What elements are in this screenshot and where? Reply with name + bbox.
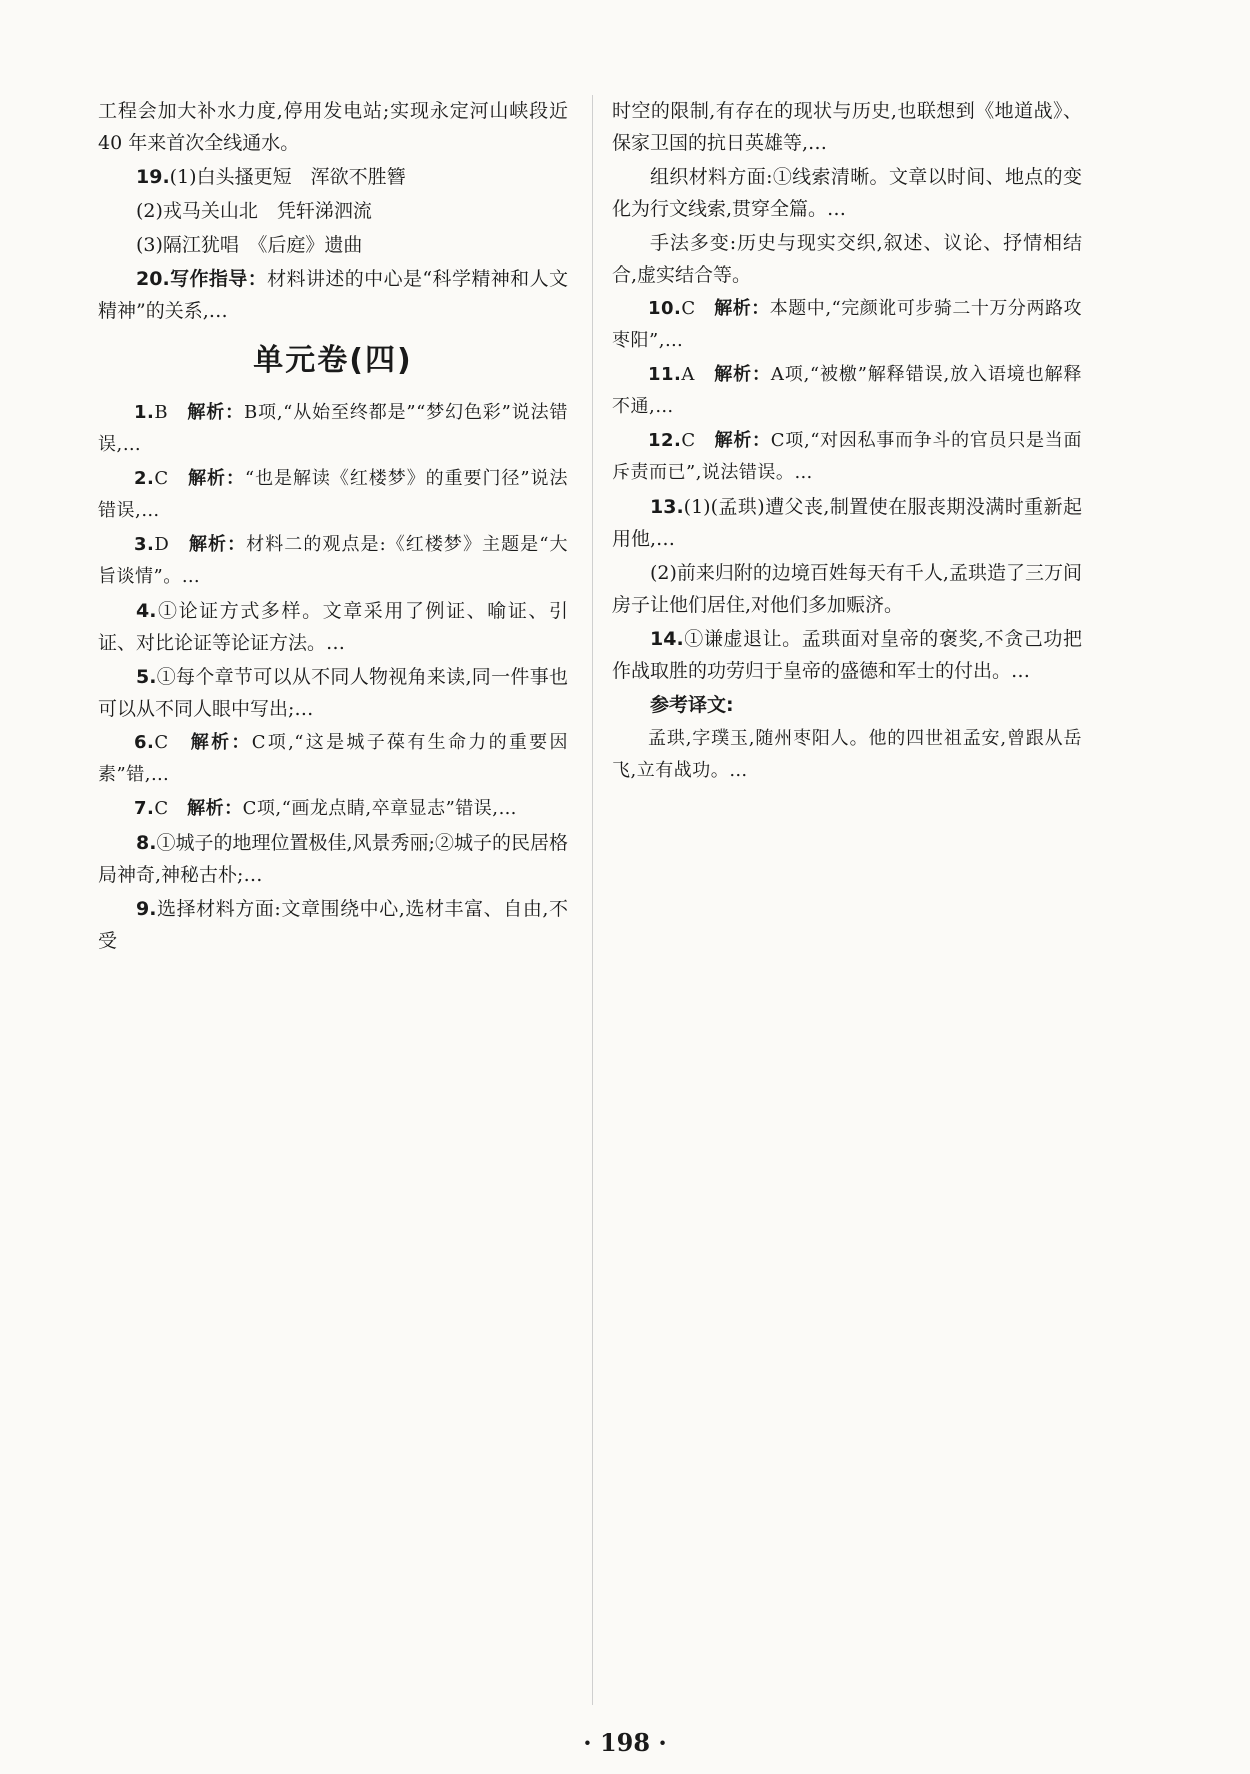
reference-title: 参考译文: <box>650 694 734 716</box>
left-column <box>98 95 568 959</box>
answer-19-3: (3)隔江犹唱 《后庭》遗曲 <box>136 234 363 256</box>
answer-9: 9.选择材料方面:文章围绕中心,选材丰富、自由,不受 <box>98 898 568 952</box>
column-divider <box>592 95 593 1705</box>
answer-11: 11.A 解析：A项,“被檄”解释错误,放入语境也解释不通,… <box>612 364 1082 417</box>
answer-13-2: (2)前来归附的边境百姓每天有千人,孟珙造了三万间房子让他们居住,对他们多加赈济。 <box>612 562 1082 616</box>
paragraph: 工程会加大补水力度,停用发电站;实现永定河山峡段近 40 年来首次全线通水。 <box>98 100 568 154</box>
answer-20: 20.写作指导：材料讲述的中心是“科学精神和人文精神”的关系,… <box>98 268 568 322</box>
answer-5: 5.①每个章节可以从不同人物视角来读,同一件事也可以从不同人眼中写出;… <box>98 666 568 720</box>
answer-3: 3.D 解析：材料二的观点是:《红楼梦》主题是“大旨谈情”。… <box>98 534 569 587</box>
answer-10: 10.C 解析：本题中,“完颜讹可步骑二十万分两路攻枣阳”,… <box>612 298 1082 351</box>
answer-14: 14.①谦虚退让。孟珙面对皇帝的褒奖,不贪己功把作战取胜的功劳归于皇帝的盛德和军士的付出。… <box>612 628 1082 682</box>
translation-text: 孟珙,字璞玉,随州枣阳人。他的四世祖孟安,曾跟从岳飞,立有战功。… <box>612 728 1082 781</box>
answer-13-1: 13.(1)(孟珙)遭父丧,制置使在服丧期没满时重新起用他,… <box>612 496 1082 550</box>
answer-19-2: (2)戎马关山北 凭轩涕泗流 <box>136 200 372 222</box>
paragraph: 手法多变:历史与现实交织,叙述、议论、抒情相结合,虚实结合等。 <box>612 232 1082 286</box>
unit-title: 单元卷(四) <box>253 343 413 378</box>
answer-2: 2.C 解析：“也是解读《红楼梦》的重要门径”说法错误,… <box>98 468 569 521</box>
page-number: · 198 · <box>583 1728 667 1757</box>
paragraph: 时空的限制,有存在的现状与历史,也联想到《地道战》、保家卫国的抗日英雄等,… <box>612 100 1082 154</box>
answer-4: 4.①论证方式多样。文章采用了例证、喻证、引证、对比论证等论证方法。… <box>98 600 568 654</box>
paragraph: 组织材料方面:①线索清晰。文章以时间、地点的变化为行文线索,贯穿全篇。… <box>612 166 1082 220</box>
answer-12: 12.C 解析：C项,“对因私事而争斗的官员只是当面斥责而已”,说法错误。… <box>612 430 1082 483</box>
answer-6: 6.C 解析：C项,“这是城子葆有生命力的重要因素”错,… <box>98 732 568 785</box>
answer-1: 1.B 解析：B项,“从始至终都是”“梦幻色彩”说法错误,… <box>98 402 568 455</box>
answer-8: 8.①城子的地理位置极佳,风景秀丽;②城子的民居格局神奇,神秘古朴;… <box>98 832 568 886</box>
answer-7: 7.C 解析：C项,“画龙点睛,卒章显志”错误,… <box>134 798 517 819</box>
answer-19-1: 19.(1)白头搔更短 浑欲不胜簪 <box>136 166 406 188</box>
right-column <box>612 95 1082 789</box>
